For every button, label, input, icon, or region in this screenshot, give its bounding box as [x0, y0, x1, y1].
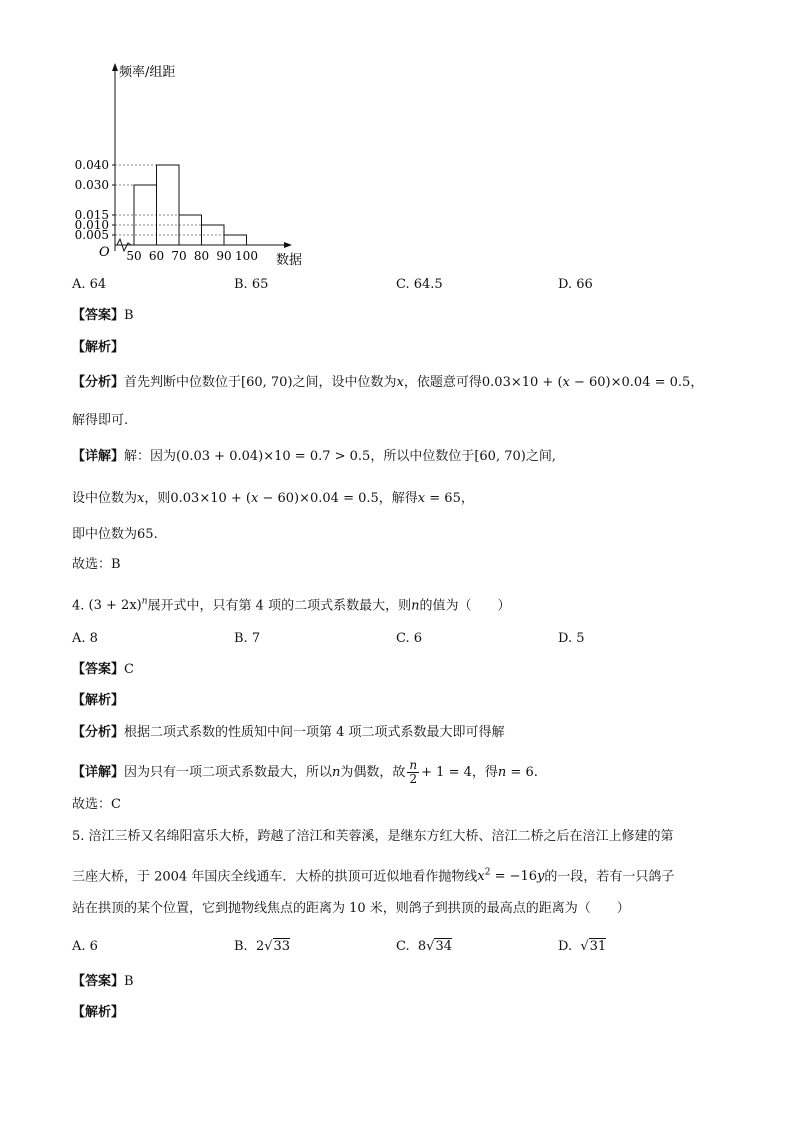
answer-tag: 【答案】 — [72, 974, 125, 989]
option-label: C. — [396, 939, 410, 954]
q3-fenxi — [72, 374, 703, 392]
origin-label: O — [99, 245, 110, 260]
analysis-tag: 【解析】 — [72, 340, 125, 355]
detail-text: . — [153, 527, 158, 542]
exponent: 2 — [484, 868, 491, 878]
answer-value: B — [124, 308, 134, 323]
eq-part: 0.03×10 + ( — [481, 375, 563, 390]
q5-option-a[interactable] — [72, 938, 98, 956]
histogram-bar — [224, 235, 247, 245]
exponent: n — [141, 597, 148, 607]
fenxi-text: 根据二项式系数的性质知中间一项第 4 项二项式系数最大即可得解 — [124, 725, 505, 740]
parabola-equation — [477, 869, 544, 884]
histogram-bar — [179, 215, 202, 245]
binomial-expression — [89, 598, 148, 613]
median-value: 65 — [137, 527, 154, 542]
detail-tag: 【详解】 — [72, 765, 125, 780]
y-tick-label: 0.015 — [74, 208, 109, 222]
detail-text: ， — [460, 491, 474, 506]
stem-text: 的值为（ ） — [419, 598, 511, 614]
q3-fenxi-line2: 解得即可. — [72, 413, 129, 428]
interval: [60, 70) — [474, 449, 526, 464]
equation: (0.03 + 0.04)×10 = 0.7 > 0.5 — [176, 449, 371, 464]
x-tick-label: 80 — [193, 249, 210, 263]
radicand: 33 — [273, 939, 291, 954]
fenxi-tag: 【分析】 — [72, 725, 125, 740]
q3-choose: 故选：B — [72, 557, 121, 572]
x-tick-label: 60 — [148, 249, 165, 263]
sqrt-icon: √ — [580, 939, 589, 954]
q5-option-d[interactable] — [558, 938, 606, 956]
detail-text: 解：因为 — [124, 449, 177, 464]
expr: (3 + 2x) — [88, 598, 142, 614]
analysis-tag: 【解析】 — [72, 693, 125, 708]
detail-text: 之间, — [525, 449, 556, 464]
solution: = 65 — [425, 491, 461, 506]
frequency-histogram — [60, 60, 320, 270]
q5-stem-line1 — [72, 828, 674, 846]
q4-option-b[interactable]: B. 7 — [234, 631, 261, 646]
histogram-bar — [134, 185, 157, 245]
detail-text: 即中位数为 — [72, 527, 138, 542]
detail-text: ，解得 — [378, 491, 418, 506]
q4-choose: 故选：C — [72, 797, 121, 812]
q5-analysis-heading — [72, 1004, 124, 1022]
equation — [170, 491, 378, 506]
answer-value: B — [124, 974, 134, 989]
x-tick-label: 50 — [126, 249, 142, 263]
answer-tag: 【答案】 — [72, 308, 125, 323]
answer-tag: 【答案】 — [72, 662, 125, 677]
coefficient: 8 — [417, 939, 427, 954]
detail-text: ，则 — [144, 491, 171, 506]
x-tick-label: 70 — [171, 249, 187, 263]
var-y: y — [537, 869, 545, 885]
y-tick-label: 0.030 — [74, 178, 109, 192]
fenxi-tag: 【分析】 — [72, 375, 125, 390]
var-x: x — [417, 491, 426, 506]
stem-text: 展开式中，只有第 4 项的二项式系数最大，则 — [147, 598, 412, 614]
fenxi-text: 之间，设中位数为 — [292, 375, 397, 390]
detail-text: ，得 — [471, 765, 498, 780]
equation — [482, 375, 690, 390]
q4-answer — [72, 661, 134, 679]
detail-text: 因为只有一项二项式系数最大，所以 — [124, 765, 333, 780]
detail-text: 为偶数，故 — [340, 765, 406, 780]
sqrt-icon: √ — [264, 939, 273, 954]
var-n: n — [332, 765, 341, 780]
q4-analysis-heading — [72, 692, 124, 710]
detail-text: 设中位数为 — [72, 491, 138, 506]
fenxi-text: ， — [690, 375, 704, 390]
eq-part: 0.03×10 + ( — [170, 491, 251, 506]
stem-text: 涪江三桥又名绵阳富乐大桥，跨越了涪江和芙蓉溪，是继东方红大桥、涪江二桥之后在涪江上修建的第 — [88, 829, 674, 844]
q4-option-a[interactable]: A. 8 — [72, 631, 98, 646]
var-x: x — [477, 869, 485, 885]
q5-option-c[interactable] — [396, 938, 452, 956]
x-axis-arrow — [284, 242, 292, 248]
q3-detail-line2 — [72, 490, 474, 508]
equation: + 1 = 4 — [421, 765, 472, 780]
var-x: x — [250, 491, 259, 506]
option-label: D. — [558, 939, 573, 954]
q4-option-c[interactable]: C. 6 — [396, 631, 423, 646]
fraction — [407, 759, 419, 786]
coefficient: 2 — [255, 939, 265, 954]
eq-part: − 60)×0.04 = 0.5 — [569, 375, 691, 390]
y-axis-label: 频率/组距 — [119, 65, 176, 80]
sqrt-icon: √ — [426, 939, 435, 954]
q5-answer — [72, 973, 134, 991]
x-axis-label: 数据 — [276, 253, 303, 268]
detail-text: ，所以中位数位于 — [370, 449, 475, 464]
var-x: x — [562, 375, 570, 390]
detail-tag: 【详解】 — [72, 449, 125, 464]
question-number: 4. — [72, 598, 85, 614]
q4-fenxi — [72, 724, 505, 742]
q3-option-c[interactable]: C. 64.5 — [396, 277, 443, 292]
q5-option-b[interactable] — [234, 938, 290, 956]
x-tick-label: 90 — [216, 249, 232, 263]
q4-stem — [72, 593, 510, 615]
stem-text: 三座大桥，于 2004 年国庆全线通车．大桥的拱顶可近似地看作抛物线 — [72, 869, 478, 885]
q3-option-a[interactable]: A. 64 — [72, 277, 107, 292]
radicand: 34 — [435, 939, 453, 954]
detail-text: . — [533, 765, 538, 780]
q4-detail — [72, 758, 538, 788]
fraction-numerator: n — [409, 758, 418, 772]
y-axis-arrow — [112, 63, 118, 71]
interval: [60, 70) — [241, 375, 293, 390]
y-tick-label: 0.010 — [74, 218, 109, 232]
q3-option-b[interactable]: B. 65 — [234, 277, 269, 292]
q3-detail-line3 — [72, 526, 158, 544]
solution: = 6 — [506, 765, 534, 780]
q5-stem-line3: 站在拱顶的某个位置，它到抛物线焦点的距离为 10 米，则鸽子到拱顶的最高点的距离为（ ） — [72, 901, 630, 916]
histogram-bar — [157, 165, 180, 245]
analysis-tag: 【解析】 — [72, 1005, 125, 1020]
q3-option-d[interactable]: D. 66 — [558, 277, 593, 292]
var-n: n — [497, 765, 507, 780]
eq-part: − 60)×0.04 = 0.5 — [258, 491, 379, 506]
radicand: 31 — [589, 939, 607, 954]
var-x: x — [396, 375, 404, 390]
q3-detail — [72, 448, 556, 466]
q3-analysis-heading — [72, 339, 124, 357]
fraction-denominator: 2 — [409, 772, 418, 786]
var-n: n — [411, 598, 420, 614]
var-x: x — [137, 491, 145, 506]
eq-part: = −16 — [490, 869, 538, 885]
option-label: B. — [234, 939, 248, 954]
q4-option-d[interactable]: D. 5 — [558, 631, 585, 646]
stem-text: 的一段，若有一只鸽子 — [544, 869, 675, 885]
fenxi-text: ，依题意可得 — [403, 375, 482, 390]
y-tick-label: 0.040 — [74, 158, 109, 172]
q5-stem-line2 — [72, 864, 674, 886]
option-label: A. 6 — [72, 939, 98, 954]
fenxi-text: 首先判断中位数位于 — [124, 375, 242, 390]
x-tick-label: 100 — [235, 249, 258, 263]
answer-value: C — [124, 662, 134, 677]
q3-answer — [72, 307, 134, 325]
y-tick-label: 0.005 — [74, 228, 109, 242]
question-number: 5. — [72, 829, 85, 844]
